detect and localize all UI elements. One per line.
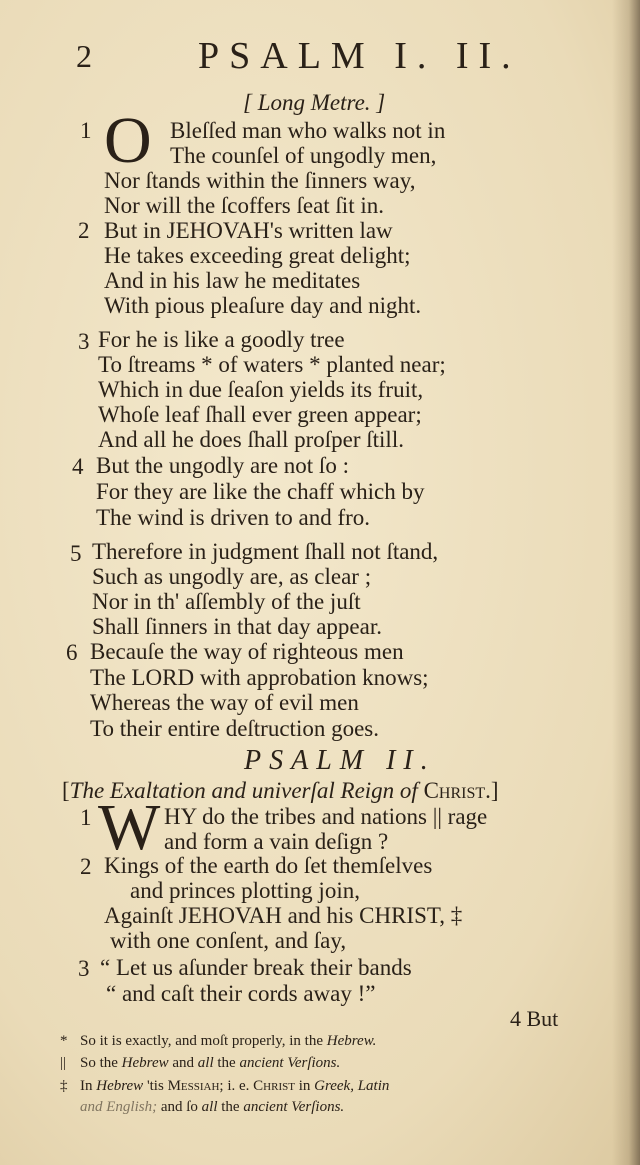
- footnote-mark: *: [60, 1033, 68, 1049]
- page-header: [0, 34, 640, 84]
- subtitle-christ: Christ.: [423, 778, 491, 803]
- page-number: 2: [76, 38, 92, 74]
- footnote-text: Hebrew: [96, 1078, 144, 1094]
- catchword: 4 But: [510, 1006, 559, 1031]
- footnote-text: So it is exactly, and moſt properly, in the: [80, 1033, 324, 1049]
- verse-line: Nor will the ſcoffers ſeat ſit in.: [104, 193, 384, 218]
- footnote-text: i. e.: [227, 1078, 250, 1094]
- verse-line: And in his law he meditates: [104, 268, 361, 293]
- verse-line: Becauſe the way of righteous men: [90, 639, 404, 664]
- footnote-text: the: [217, 1055, 236, 1071]
- verse-line: Againſt JEHOVAH and his CHRIST, ‡: [104, 903, 463, 928]
- verse-number-5: 5: [70, 541, 82, 566]
- footnote-text: Hebrew.: [326, 1033, 377, 1049]
- verse-line: and princes plotting join,: [130, 878, 360, 903]
- footnote-text: So the: [80, 1055, 118, 1071]
- verse-line: But in JEHOVAH's written law: [104, 218, 393, 243]
- verse-number-1: 1: [80, 805, 92, 830]
- verse-line: and form a vain deſign ?: [164, 829, 389, 854]
- footnote-3: [80, 1078, 389, 1095]
- dropcap-o: O: [104, 104, 152, 177]
- footnote-text: Christ: [253, 1078, 295, 1094]
- bracket-open: [: [62, 778, 70, 803]
- verse-line: But the ungodly are not ſo :: [96, 453, 349, 478]
- footnote-2: [80, 1055, 340, 1072]
- bracket-close: ]: [490, 778, 499, 803]
- verse-line: To their entire deſtruction goes.: [90, 716, 379, 741]
- footnote-text: and ſo: [160, 1099, 198, 1115]
- verse-line: For he is like a goodly tree: [98, 327, 345, 352]
- footnote-text: Messiah;: [167, 1078, 224, 1094]
- verse-line: Such as ungodly are, as clear ;: [92, 564, 372, 589]
- footnote-1: [80, 1033, 376, 1050]
- verse-number-4: 4: [72, 454, 84, 479]
- verse-line: Bleſſed man who walks not in: [170, 118, 446, 143]
- footnote-text: and: [172, 1055, 195, 1071]
- verse-line: with one conſent, and ſay,: [110, 928, 347, 953]
- psalm-heading: PSALM II.: [244, 745, 436, 776]
- verse-line: HY do the tribes and nations || rage: [164, 804, 488, 829]
- verse-line: “ Let us aſunder break their bands: [100, 955, 412, 980]
- footnote-text: ancient Verſions.: [239, 1055, 341, 1071]
- verse-number-6: 6: [66, 640, 78, 665]
- verse-number-3: 3: [78, 329, 90, 354]
- verse-line: With pious pleaſure day and night.: [104, 293, 422, 318]
- footnote-text: all: [201, 1099, 218, 1115]
- verse-number-2: 2: [78, 218, 90, 243]
- verse-number-1: 1: [80, 118, 92, 143]
- page-edge-shadow: [612, 0, 640, 1165]
- footnote-mark: ||: [60, 1055, 67, 1071]
- verse-line: For they are like the chaff which by: [96, 479, 425, 504]
- footnote-text: In: [80, 1078, 93, 1094]
- footnote-text: 'tis: [146, 1078, 164, 1094]
- verse-line: And all he does ſhall proſper ſtill.: [98, 427, 404, 452]
- verse-line: Therefore in judgment ſhall not ſtand,: [92, 539, 439, 564]
- footnote-3-continued: [80, 1099, 344, 1116]
- verse-line: Whereas the way of evil men: [90, 690, 359, 715]
- verse-line: Nor ſtands within the ſinners way,: [104, 168, 416, 193]
- footnote-text: Greek, Latin: [314, 1078, 390, 1094]
- verse-line: The LORD with approbation knows;: [90, 665, 429, 690]
- footnote-mark: ‡: [60, 1078, 68, 1094]
- verse-line: Whoſe leaf ſhall ever green appear;: [98, 402, 422, 427]
- verse-number-3: 3: [78, 956, 90, 981]
- verse-line: The wind is driven to and fro.: [96, 505, 371, 530]
- verse-line: Nor in th' aſſembly of the juſt: [92, 589, 361, 614]
- footnote-text: and English;: [80, 1099, 158, 1115]
- footnote-text: in: [298, 1078, 311, 1094]
- verse-number-2: 2: [80, 854, 92, 879]
- footnote-text: all: [197, 1055, 214, 1071]
- verse-line: Kings of the earth do ſet themſelves: [104, 853, 433, 878]
- verse-line: To ſtreams * of waters * planted near;: [98, 352, 446, 377]
- verse-line: Shall ſinners in that day appear.: [92, 614, 382, 639]
- verse-line: He takes exceeding great delight;: [104, 243, 411, 268]
- dropcap-w: W: [98, 791, 161, 864]
- footnote-text: the: [221, 1099, 240, 1115]
- footnote-text: Hebrew: [121, 1055, 169, 1071]
- verse-line: “ and caſt their cords away !”: [106, 981, 376, 1006]
- running-head: PSALM I. II.: [198, 35, 521, 77]
- verse-line: Which in due ſeaſon yields its fruit,: [98, 377, 424, 402]
- verse-line: The counſel of ungodly men,: [170, 143, 437, 168]
- subtitle-text: The Exaltation and univerſal Reign of: [69, 778, 418, 803]
- footnote-text: ancient Verſions.: [243, 1099, 345, 1115]
- metre-label: [ Long Metre. ]: [243, 90, 386, 115]
